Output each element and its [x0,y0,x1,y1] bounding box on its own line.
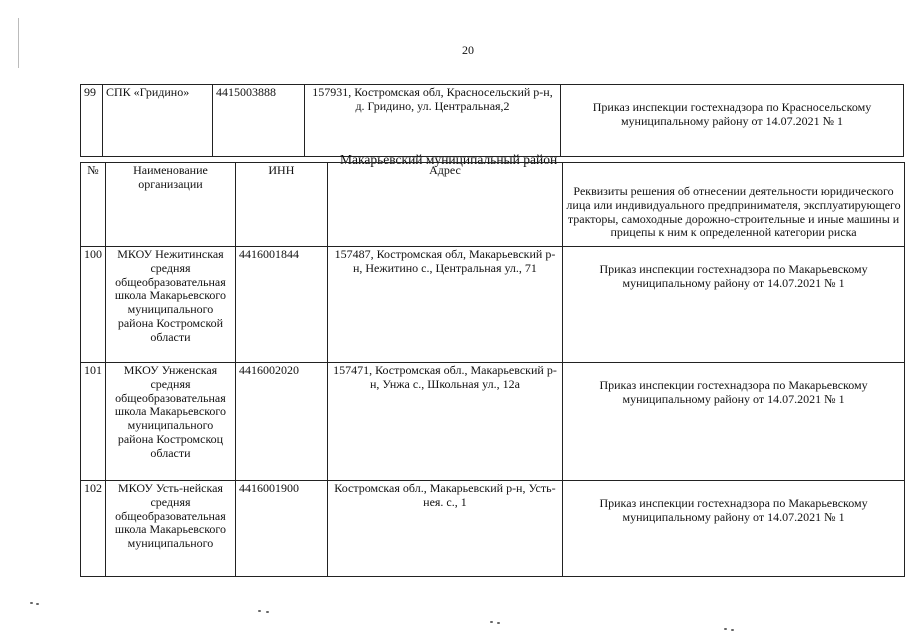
inn-value: 4416001844 [235,247,327,363]
row-number: 102 [81,481,106,577]
scan-speck [724,628,727,630]
inn-value: 4416002020 [235,363,327,481]
organization-name: СПК «Гридино» [103,85,213,157]
section-title: Макарьевский муниципальный район [340,152,558,167]
header-address: Адрес [327,163,562,247]
header-number: № [81,163,106,247]
scan-speck [266,611,269,613]
table-header-row [81,163,905,247]
header-inn: ИНН [235,163,327,247]
address-value: 157487, Костромская обл, Макарьевский р-н, Нежитино с., Центральная ул., 71 [327,247,562,363]
organization-name: МКОУ Нежитинская средняя общеобразовательная школа Макарьевского муниципального района Костромской области [106,247,236,363]
table-row [81,247,905,363]
address-value: 157931, Костромская обл, Красносельский р-н, д. Гридино, ул. Центральная,2 [305,85,561,157]
row-number: 100 [81,247,106,363]
scan-speck [30,602,33,604]
header-requisites: Реквизиты решения об отнесении деятельности юридического лица или индивидуального предпринимателя, эксплуатирующего тракторы, самоходные дорожно-строительные и иные машины и прицепы к ним к определенной категории риска [563,163,905,247]
previous-district-table [80,84,904,157]
scan-speck [731,629,734,631]
makaryevsky-district-table [80,162,905,577]
organization-name: МКОУ Унженская средняя общеобразовательная школа Макарьевского муниципального района Костромскоц области [106,363,236,481]
decision-value: Приказ инспекции гостехнадзора по Макарьевскому муниципальному району от 14.07.2021 № 1 [563,363,905,481]
scan-speck [490,621,493,623]
page-number: 20 [462,43,474,57]
address-value: Костромская обл., Макарьевский р-н, Усть-нея. с., 1 [327,481,562,577]
scan-speck [36,603,39,605]
header-organization: Наименование организации [106,163,236,247]
inn-value: 4415003888 [213,85,305,157]
scan-edge-line [18,18,19,68]
table-row [81,481,905,577]
decision-value: Приказ инспекции гостехнадзора по Макарьевскому муниципальному району от 14.07.2021 № 1 [563,247,905,363]
row-number: 99 [81,85,103,157]
decision-value: Приказ инспекции гостехнадзора по Красносельскому муниципальному району от 14.07.2021 № 1 [561,85,904,157]
organization-name: МКОУ Усть-нейская средняя общеобразовательная школа Макарьевского муниципального [106,481,236,577]
table-row [81,85,904,157]
row-number: 101 [81,363,106,481]
table-row [81,363,905,481]
scan-speck [497,622,500,624]
inn-value: 4416001900 [235,481,327,577]
address-value: 157471, Костромская обл., Макарьевский р-н, Унжа с., Школьная ул., 12а [327,363,562,481]
scan-speck [258,610,261,612]
decision-value: Приказ инспекции гостехнадзора по Макарьевскому муниципальному району от 14.07.2021 № 1 [563,481,905,577]
